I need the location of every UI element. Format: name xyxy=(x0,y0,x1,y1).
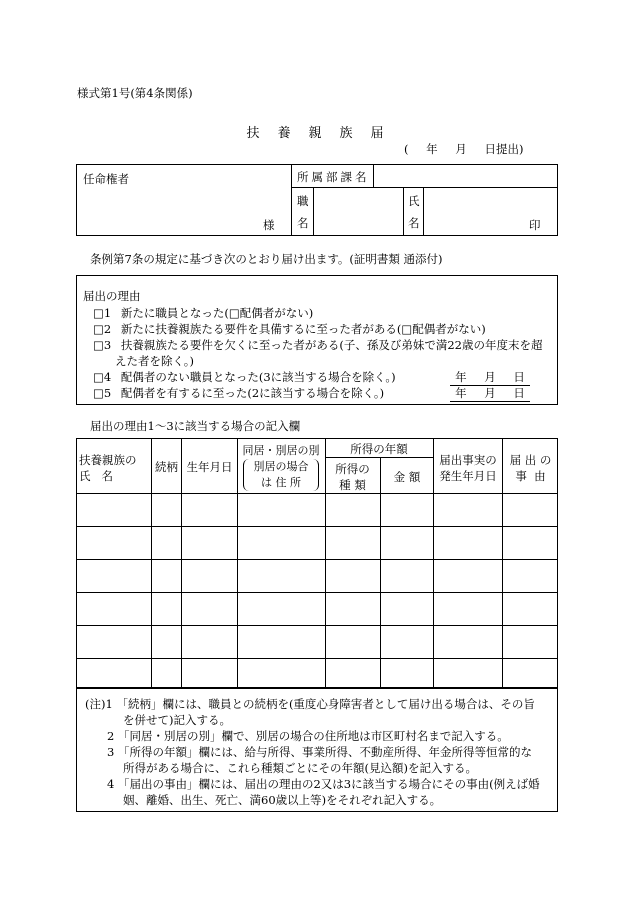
job-label-1: 職 xyxy=(297,194,309,208)
dependents-table xyxy=(76,438,558,688)
note-line: 姻、離婚、出生、死亡、満60歳以上等)をそれぞれ記入する。 xyxy=(123,793,442,807)
col-address xyxy=(237,443,325,491)
col-amount: 金 額 xyxy=(393,470,421,484)
note-line: 3 「所得の年額」欄には、給与所得、事業所得、不動産所得、年金所得等恒常的な xyxy=(107,745,532,759)
col-address-3: は 住 所 xyxy=(261,476,301,489)
reason-text: えた者を除く。) xyxy=(115,354,195,368)
table-row[interactable] xyxy=(77,659,557,687)
table-row[interactable] xyxy=(77,527,557,559)
job-label-2: 名 xyxy=(297,216,309,230)
name-label-1: 氏 xyxy=(408,194,420,208)
reason-text: 配偶者のない職員となった(3に該当する場合を除く。) xyxy=(120,370,396,384)
reason-text: 扶養親族たる要件を欠くに至った者がある(子、孫及び弟妹で満22歳の年度末を超 xyxy=(120,338,543,352)
checkbox[interactable]: □4 xyxy=(93,370,112,384)
reason-text: 配偶者を有するに至った(2に該当する場合を除く。) xyxy=(120,386,385,400)
dept-field[interactable] xyxy=(375,166,555,185)
col-income-type xyxy=(325,461,380,493)
col-name-2: 氏 名 xyxy=(79,469,113,483)
note-line: 所得がある場合に、これら種類ごとにその年額(見込額)を記入する。 xyxy=(123,761,477,775)
reason-5-date[interactable]: 年 月 日 xyxy=(450,385,530,402)
table-title: 届出の理由1〜3に該当する場合の記入欄 xyxy=(90,419,301,433)
submit-date: ( 年 月 日提出) xyxy=(404,142,524,156)
note-line: (注)1 「続柄」欄には、職員との続柄を(重度心身障害者として届け出る場合は、その旨 xyxy=(85,697,535,711)
col-date xyxy=(434,452,502,484)
col-reason xyxy=(503,452,558,484)
col-date-2: 発生年月日 xyxy=(439,469,497,483)
reasons-box xyxy=(76,275,558,405)
col-income: 所得の年額 xyxy=(350,442,408,456)
reasons-heading: 届出の理由 xyxy=(83,289,141,303)
sama-label: 様 xyxy=(263,218,275,232)
reason-text: 新たに職員となった(□配偶者がない) xyxy=(120,306,314,320)
form-title: 扶養親族届 xyxy=(246,126,402,141)
reason-item-3[interactable] xyxy=(93,337,542,353)
col-reason-1: 届 出 の xyxy=(509,453,552,467)
form-number: 様式第1号(第4条関係) xyxy=(77,86,193,100)
table-row[interactable] xyxy=(77,593,557,625)
checkbox[interactable]: □3 xyxy=(93,338,112,352)
reason-text: 新たに扶養親族たる要件を具備するに至った者がある(□配偶者がない) xyxy=(120,322,486,336)
notes-box xyxy=(76,688,558,812)
reason-item-1[interactable] xyxy=(93,305,313,321)
col-income-type-1: 所得の xyxy=(335,462,370,476)
col-name xyxy=(79,452,149,484)
table-row[interactable] xyxy=(77,626,557,658)
name-field[interactable] xyxy=(425,189,525,233)
statement: 条例第7条の規定に基づき次のとおり届け出ます。(証明書類 通添付) xyxy=(90,252,443,266)
col-date-1: 届出事実の xyxy=(439,453,497,467)
appointer-label: 任命権者 xyxy=(83,172,129,186)
reason-item-4[interactable] xyxy=(93,369,396,385)
col-address-1: 同居・別居の別 xyxy=(242,444,320,457)
note-line: 4 「届出の事由」欄には、届出の理由の2又は3に該当する場合にその事由(例えば婚 xyxy=(107,777,540,791)
checkbox[interactable]: □5 xyxy=(93,386,112,400)
checkbox[interactable]: □1 xyxy=(93,306,112,320)
checkbox[interactable]: □2 xyxy=(93,322,112,336)
job-field[interactable] xyxy=(315,189,401,233)
reason-item-5[interactable] xyxy=(93,385,384,401)
reason-item-3-cont xyxy=(115,353,194,369)
note-line: を併せて)記入する。 xyxy=(123,713,231,727)
col-income-type-2: 種 類 xyxy=(339,478,366,492)
note-line: 2 「同居・別居の別」欄で、別居の場合の住所地は市区町村名まで記入する。 xyxy=(107,729,509,743)
col-address-bracket xyxy=(243,459,319,491)
name-label-2: 名 xyxy=(408,216,420,230)
table-row[interactable] xyxy=(77,560,557,592)
col-relation: 続柄 xyxy=(155,460,178,474)
table-row[interactable] xyxy=(77,494,557,526)
col-address-2: 別居の場合 xyxy=(253,460,309,473)
seal-label: 印 xyxy=(529,218,541,232)
col-name-1: 扶養親族の xyxy=(79,453,137,467)
dept-label: 所属部課名 xyxy=(297,170,370,184)
reason-item-2[interactable] xyxy=(93,321,486,337)
col-reason-2: 事 由 xyxy=(515,469,546,483)
reason-4-date[interactable]: 年 月 日 xyxy=(450,369,530,386)
col-birth: 生年月日 xyxy=(186,460,233,474)
appointer-box xyxy=(76,164,558,236)
